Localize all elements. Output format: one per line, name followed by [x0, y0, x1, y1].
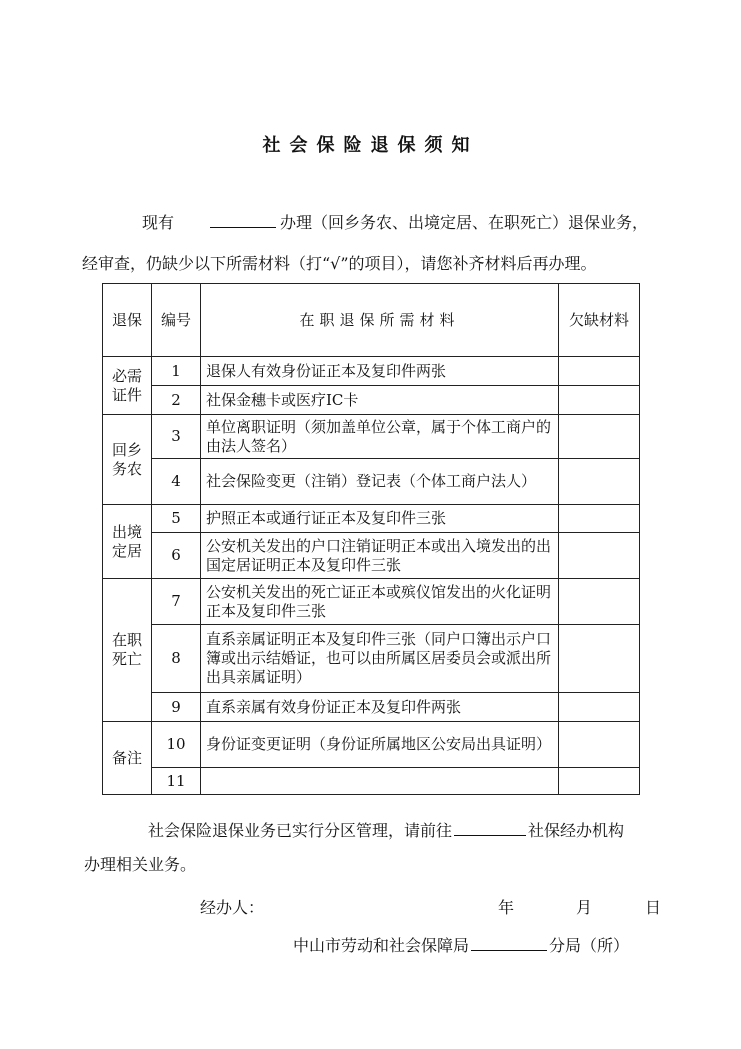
category-cell: 必需证件: [103, 357, 152, 415]
intro-line-1: [84, 211, 664, 233]
table-row: [103, 693, 640, 722]
category-cell: 在职死亡: [103, 579, 152, 722]
table-row: [103, 505, 640, 533]
row-lacking-checkbox[interactable]: [559, 625, 640, 693]
page-title: 社会保险退保须知: [262, 135, 479, 156]
table-row: [103, 579, 640, 625]
notice-suffix: 社保经办机构: [528, 821, 625, 840]
row-number: 9: [152, 693, 201, 722]
name-blank[interactable]: [210, 211, 276, 228]
materials-table: [102, 283, 640, 795]
table-row: [103, 415, 640, 459]
row-number: 6: [152, 533, 201, 579]
row-material[interactable]: [201, 768, 559, 795]
category-cell: 备注: [103, 722, 152, 795]
table-row: [103, 768, 640, 795]
row-number: 2: [152, 386, 201, 415]
row-material: 退保人有效身份证正本及复印件两张: [201, 357, 559, 386]
row-material: 直系亲属有效身份证正本及复印件两张: [201, 693, 559, 722]
row-number: 8: [152, 625, 201, 693]
row-material: 公安机关发出的户口注销证明正本或出入境发出的出国定居证明正本及复印件三张: [201, 533, 559, 579]
row-material: 护照正本或通行证正本及复印件三张: [201, 505, 559, 533]
row-number: 7: [152, 579, 201, 625]
header-material: 在职退保所需材料: [201, 284, 559, 357]
row-number: 3: [152, 415, 201, 459]
row-lacking-checkbox[interactable]: [559, 693, 640, 722]
intro-suffix: 办理（回乡务农、出境定居、在职死亡）退保业务，: [280, 213, 649, 232]
row-lacking-checkbox[interactable]: [559, 415, 640, 459]
table-row: [103, 722, 640, 768]
row-material: 社会保险变更（注销）登记表（个体工商户法人）: [201, 459, 559, 505]
intro-prefix: 现有: [142, 213, 175, 232]
table-row: [103, 357, 640, 386]
row-material: 社保金穗卡或医疗IC卡: [201, 386, 559, 415]
category-cell: 出境定居: [103, 505, 152, 579]
bureau-line: [293, 933, 629, 956]
bureau-suffix: 分局（所）: [549, 936, 630, 955]
row-lacking-checkbox[interactable]: [559, 768, 640, 795]
row-material: 公安机关发出的死亡证正本或殡仪馆发出的火化证明正本及复印件三张: [201, 579, 559, 625]
notice-prefix: 社会保险退保业务已实行分区管理，请前往: [148, 821, 453, 840]
header-lacking: 欠缺材料: [559, 284, 640, 357]
row-lacking-checkbox[interactable]: [559, 357, 640, 386]
handler-label: 经办人：: [200, 898, 265, 917]
row-number: 1: [152, 357, 201, 386]
row-material: 身份证变更证明（身份证所属地区公安局出具证明）: [201, 722, 559, 768]
header-category: 退保: [103, 284, 152, 357]
table-row: [103, 625, 640, 693]
bureau-name: 中山市劳动和社会保障局: [293, 936, 470, 955]
district-blank[interactable]: [454, 819, 526, 836]
row-lacking-checkbox[interactable]: [559, 533, 640, 579]
table-row: [103, 386, 640, 415]
intro-line-2: 经审查，仍缺少以下所需材料（打“√”的项目），请您补齐材料后再办理。: [82, 254, 597, 273]
row-material: 单位离职证明（须加盖单位公章，属于个体工商户的由法人签名）: [201, 415, 559, 459]
row-number: 5: [152, 505, 201, 533]
table-row: [103, 533, 640, 579]
notice-line-1: [148, 818, 624, 841]
row-number: 11: [152, 768, 201, 795]
row-lacking-checkbox[interactable]: [559, 459, 640, 505]
row-material: 直系亲属证明正本及复印件三张（同户口簿出示户口簿或出示结婚证，也可以由所属区居委员会或派出所出具亲属证明）: [201, 625, 559, 693]
row-lacking-checkbox[interactable]: [559, 722, 640, 768]
branch-blank[interactable]: [471, 934, 547, 951]
row-lacking-checkbox[interactable]: [559, 505, 640, 533]
date-year: 年: [498, 898, 515, 917]
date-month: 月: [576, 898, 593, 917]
header-number: 编号: [152, 284, 201, 357]
table-header-row: [103, 284, 640, 357]
row-number: 4: [152, 459, 201, 505]
table-row: [103, 459, 640, 505]
row-number: 10: [152, 722, 201, 768]
notice-line-2: 办理相关业务。: [84, 855, 197, 874]
date-day: 日: [645, 898, 662, 917]
row-lacking-checkbox[interactable]: [559, 579, 640, 625]
row-lacking-checkbox[interactable]: [559, 386, 640, 415]
category-cell: 回乡务农: [103, 415, 152, 505]
